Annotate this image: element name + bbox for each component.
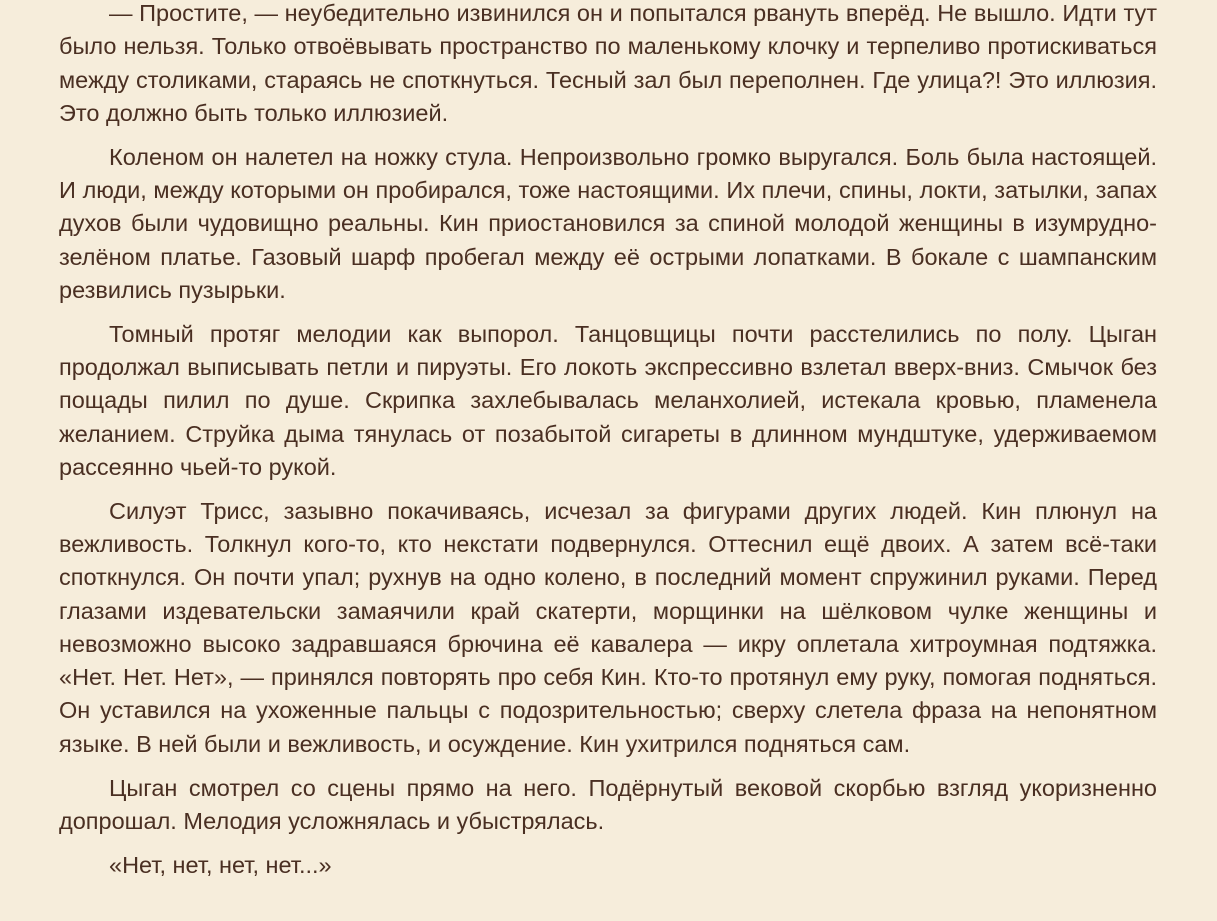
book-text xyxy=(59,0,1157,892)
paragraph-2: Коленом он налетел на ножку стула. Непроизвольно громко выругался. Боль была настоящей. И люди, между которыми он пробирался, тоже настоящими. Их плечи, спины, локти, затылки, запах духов были чудовищно реальны. Кин приостановился за спиной молодой женщины в изумрудно-зелёном платье. Газовый шарф пробегал между её острыми лопатками. В бокале с шампанским резвились пузырьки. xyxy=(59,143,1157,303)
paragraph-4: Силуэт Трисс, зазывно покачиваясь, исчезал за фигурами других людей. Кин плюнул на вежливость. Толкнул кого-то, кто некстати подвернулся. Оттеснил ещё двоих. А затем всё-таки споткнулся. Он почти упал; рухнув на одно колено, в последний момент спружинил руками. Перед глазами издевательски замаячили край скатерти, морщинки на шёлковом чулке женщины и невозможно высоко задравшаяся брючина её кавалера — икру оплетала хитроумная подтяжка. «Нет. Нет. Нет», — принялся повторять про себя Кин. Кто-то протянул ему руку, помогая подняться. Он уставился на ухоженные пальцы с подозрительностью; сверху слетела фраза на непонятном языке. В ней были и вежливость, и осуждение. Кин ухитрился подняться сам. xyxy=(59,497,1157,757)
paragraph-1: — Простите, — неубедительно извинился он и попытался рвануть вперёд. Не вышло. Идти тут было нельзя. Только отвоёвывать пространство по маленькому клочку и терпеливо протискиваться между столиками, стараясь не споткнуться. Тесный зал был переполнен. Где улица?! Это иллюзия. Это должно быть только иллюзией. xyxy=(59,0,1157,126)
paragraph-6: «Нет, нет, нет, нет...» xyxy=(109,851,332,878)
paragraph-5: Цыган смотрел со сцены прямо на него. Подёрнутый вековой скорбью взгляд укоризненно допрошал. Мелодия усложнялась и убыстрялась. xyxy=(59,774,1157,834)
paragraph-3: Томный протяг мелодии как выпорол. Танцовщицы почти расстелились по полу. Цыган продолжал выписывать петли и пируэты. Его локоть экспрессивно взлетал вверх-вниз. Смычок без пощады пилил по душе. Скрипка захлебывалась меланхолией, истекала кровью, пламенела желанием. Струйка дыма тянулась от позабытой сигареты в длинном мундштуке, удерживаемом рассеянно чьей-то рукой. xyxy=(59,320,1157,480)
